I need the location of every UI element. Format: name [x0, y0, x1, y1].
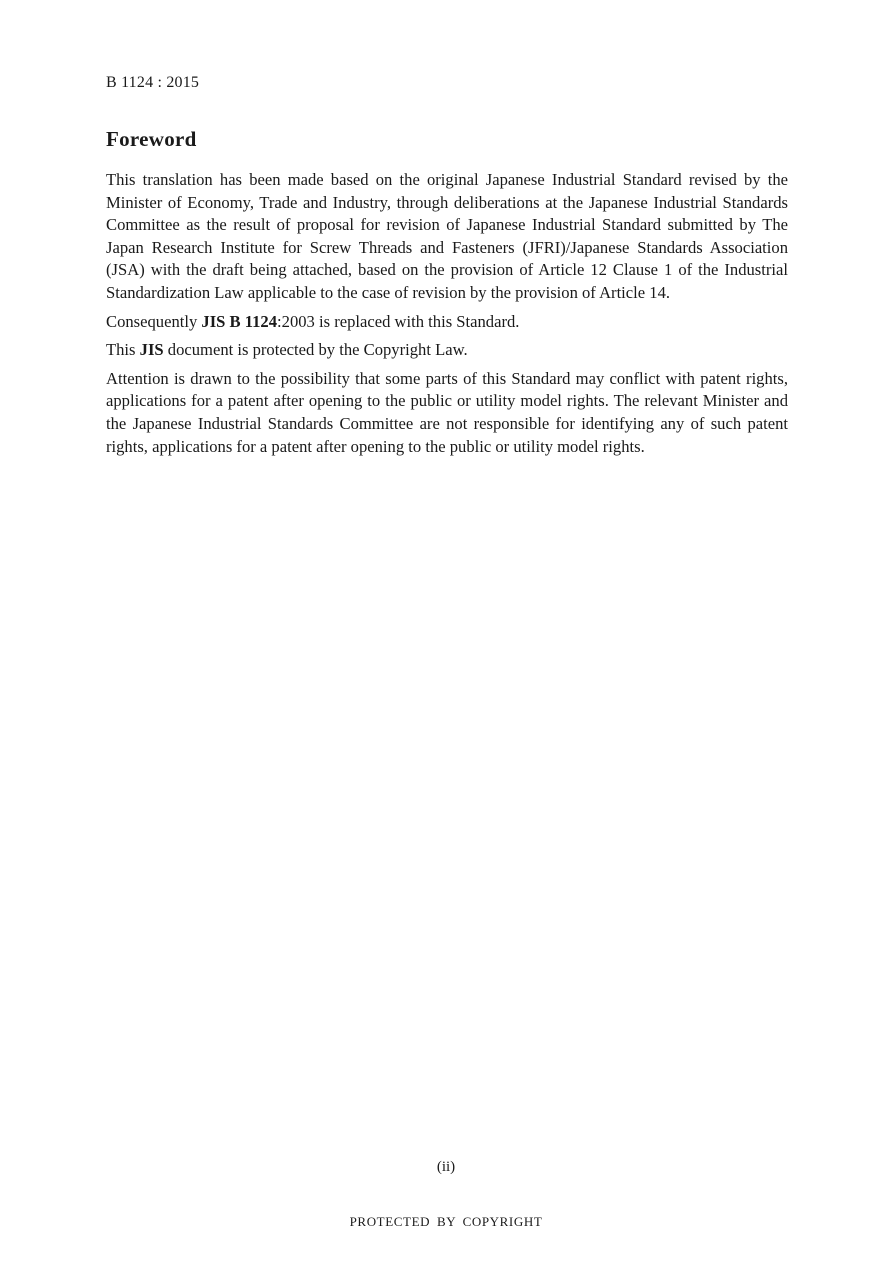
paragraph-copyright-prefix: This [106, 340, 140, 360]
document-id-header: B 1124 : 2015 [106, 74, 200, 91]
paragraph-patent-notice: Attention is drawn to the possibility that some parts of this Standard may conflict with patent rights, applications for a patent after opening to the public or utility model rights. The relevant Minister and the Japanese Industrial Standards Committee are not responsible for identifying any of such patent rights, applications for a patent after opening to the public or utility model rights. [106, 368, 788, 456]
jis-abbreviation: JIS [139, 340, 164, 360]
page-number: (ii) [436, 1159, 456, 1175]
paragraph-replacement-suffix: :2003 is replaced with this Standard. [277, 311, 520, 331]
paragraph-copyright-suffix: document is protected by the Copyright Law. [163, 340, 468, 360]
foreword-body [106, 169, 788, 464]
copyright-notice: PROTECTED BY COPYRIGHT [349, 1214, 543, 1229]
paragraph-replacement-prefix: Consequently [106, 311, 202, 331]
paragraph-copyright [106, 339, 788, 362]
paragraph-revision-basis: This translation has been made based on the original Japanese Industrial Standard revised by the Minister of Economy, Trade and Industry, through deliberations at the Japanese Industrial Standards Committee as the result of proposal for revision of Japanese Industrial Standard submitted by The Japan Research Institute for Screw Threads and Fasteners (JFRI)/Japanese Standards Association (JSA) with the draft being attached, based on the provision of Article 12 Clause 1 of the Industrial Standardization Law applicable to the case of revision by the provision of Article 14. [106, 170, 788, 302]
standard-reference: JIS B 1124 [201, 311, 278, 331]
paragraph-replacement [106, 311, 788, 334]
page-title: Foreword [106, 127, 197, 151]
